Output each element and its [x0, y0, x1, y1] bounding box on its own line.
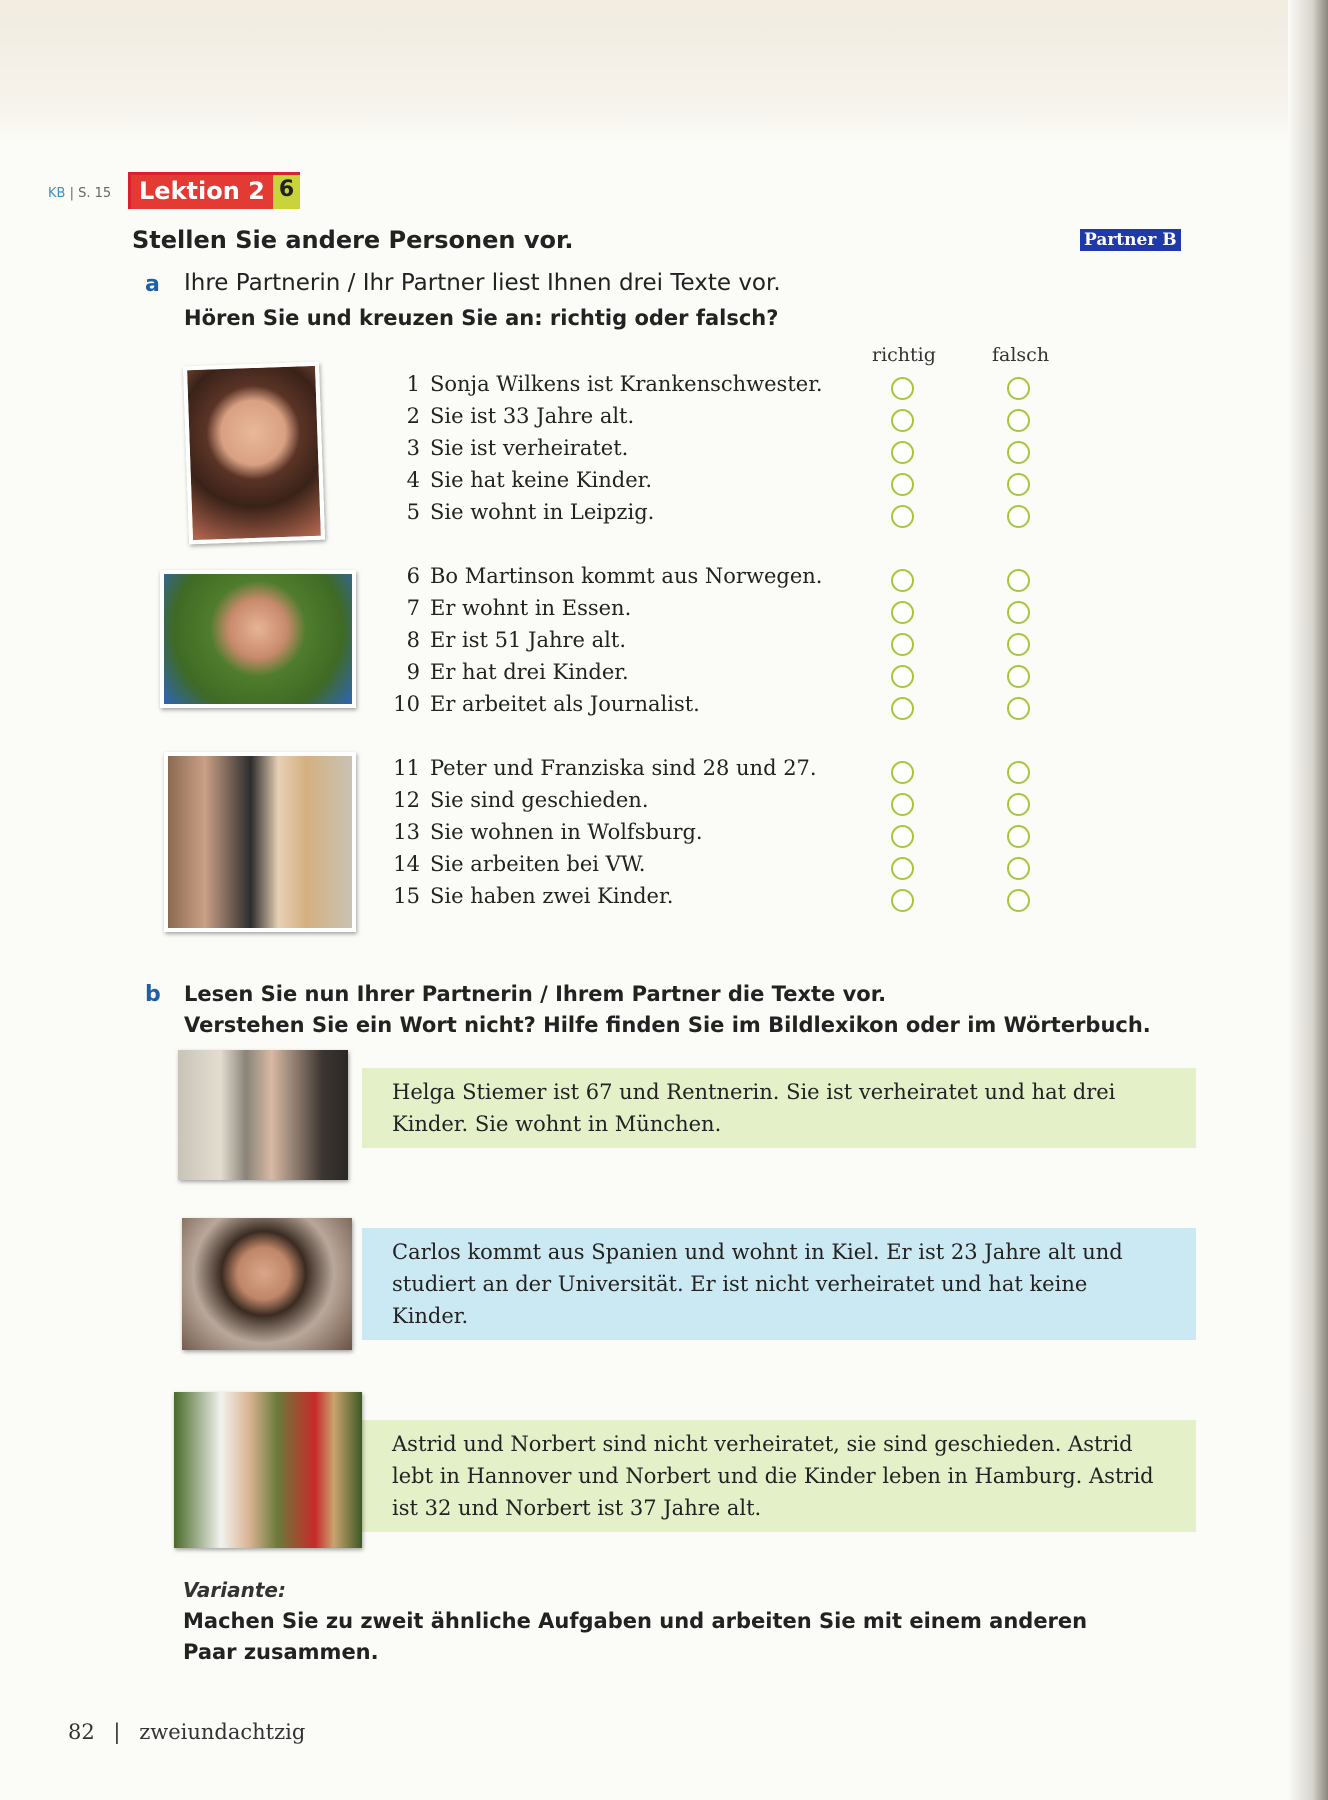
list-item — [392, 756, 817, 780]
footer-separator: | — [113, 1720, 121, 1744]
item-text: Sie wohnen in Wolfsburg. — [430, 820, 703, 844]
radio-richtig-14[interactable] — [891, 857, 914, 880]
column-header-richtig: richtig — [872, 344, 936, 366]
partner-badge: Partner B — [1080, 229, 1181, 251]
section-b-line1: Lesen Sie nun Ihrer Partnerin / Ihrem Partner die Texte vor. — [184, 982, 887, 1006]
list-item — [392, 500, 654, 524]
radio-falsch-8[interactable] — [1007, 633, 1030, 656]
item-number: 14 — [393, 852, 420, 876]
radio-falsch-7[interactable] — [1007, 601, 1030, 624]
page-top-shading — [0, 0, 1328, 140]
radio-richtig-2[interactable] — [891, 409, 914, 432]
text-astrid-norbert: Astrid und Norbert sind nicht verheiratet, sie sind geschieden. Astrid lebt in Hannover und Norbert und die Kinder leben in Hamburg. Astrid ist 32 und Norbert ist 37 Jahre alt. — [362, 1420, 1196, 1532]
item-text: Sie arbeiten bei VW. — [430, 852, 646, 876]
list-item — [392, 564, 822, 588]
item-number: 2 — [406, 404, 420, 428]
radio-richtig-15[interactable] — [891, 889, 914, 912]
item-number: 10 — [393, 692, 420, 716]
item-number: 1 — [406, 372, 420, 396]
item-text: Er arbeitet als Journalist. — [430, 692, 700, 716]
item-text: Er wohnt in Essen. — [430, 596, 632, 620]
item-number: 12 — [393, 788, 420, 812]
exercise-title: Stellen Sie andere Personen vor. — [132, 226, 574, 254]
list-item — [392, 692, 700, 716]
item-text: Sie haben zwei Kinder. — [430, 884, 674, 908]
variante-label: Variante: — [183, 1578, 286, 1602]
photo-peter-franziska — [164, 752, 356, 932]
radio-richtig-13[interactable] — [891, 825, 914, 848]
photo-carlos — [182, 1218, 352, 1350]
radio-richtig-8[interactable] — [891, 633, 914, 656]
list-item — [392, 628, 626, 652]
radio-falsch-14[interactable] — [1007, 857, 1030, 880]
list-item — [392, 596, 631, 620]
radio-richtig-11[interactable] — [891, 761, 914, 784]
variante-text: Machen Sie zu zweit ähnliche Aufgaben und arbeiten Sie mit einem anderen Paar zusammen. — [183, 1609, 1088, 1664]
photo-bo-martinson — [160, 570, 356, 708]
item-text: Sie ist 33 Jahre alt. — [430, 404, 635, 428]
radio-falsch-5[interactable] — [1007, 505, 1030, 528]
item-number: 7 — [406, 596, 420, 620]
section-b-letter: b — [145, 982, 161, 1007]
item-number: 15 — [393, 884, 420, 908]
section-a-line1: Ihre Partnerin / Ihr Partner liest Ihnen drei Texte vor. — [184, 270, 781, 296]
section-a-line2: Hören Sie und kreuzen Sie an: richtig oder falsch? — [184, 306, 779, 330]
radio-falsch-3[interactable] — [1007, 441, 1030, 464]
radio-falsch-1[interactable] — [1007, 377, 1030, 400]
column-header-falsch: falsch — [992, 344, 1050, 366]
list-item — [392, 884, 673, 908]
radio-falsch-12[interactable] — [1007, 793, 1030, 816]
item-text: Er hat drei Kinder. — [430, 660, 629, 684]
radio-richtig-4[interactable] — [891, 473, 914, 496]
item-number: 3 — [406, 436, 420, 460]
kb-page-ref: | S. 15 — [69, 186, 112, 201]
kb-reference — [48, 186, 111, 201]
photo-sonja-wilkens — [183, 362, 325, 545]
item-text: Sie hat keine Kinder. — [430, 468, 653, 492]
radio-falsch-6[interactable] — [1007, 569, 1030, 592]
item-text: Sie sind geschieden. — [430, 788, 649, 812]
item-text: Peter und Franziska sind 28 und 27. — [430, 756, 817, 780]
item-text: Sie ist verheiratet. — [430, 436, 629, 460]
radio-falsch-9[interactable] — [1007, 665, 1030, 688]
radio-richtig-5[interactable] — [891, 505, 914, 528]
item-text: Er ist 51 Jahre alt. — [430, 628, 627, 652]
radio-falsch-4[interactable] — [1007, 473, 1030, 496]
item-number: 5 — [406, 500, 420, 524]
list-item — [392, 372, 823, 396]
radio-falsch-11[interactable] — [1007, 761, 1030, 784]
item-number: 13 — [393, 820, 420, 844]
lektion-title: Lektion 2 — [131, 175, 273, 209]
radio-richtig-10[interactable] — [891, 697, 914, 720]
radio-richtig-9[interactable] — [891, 665, 914, 688]
radio-falsch-10[interactable] — [1007, 697, 1030, 720]
list-item — [392, 468, 652, 492]
item-text: Bo Martinson kommt aus Norwegen. — [430, 564, 823, 588]
page-right-edge — [1288, 0, 1328, 1800]
radio-richtig-12[interactable] — [891, 793, 914, 816]
lektion-number: 6 — [273, 175, 300, 209]
photo-helga-stiemer — [178, 1050, 348, 1180]
page-number-word: zweiundachtzig — [139, 1720, 306, 1744]
photo-astrid-norbert — [174, 1392, 362, 1548]
item-number: 8 — [406, 628, 420, 652]
radio-richtig-3[interactable] — [891, 441, 914, 464]
text-helga-stiemer: Helga Stiemer ist 67 und Rentnerin. Sie ist verheiratet und hat drei Kinder. Sie wohnt in München. — [362, 1068, 1196, 1148]
radio-richtig-7[interactable] — [891, 601, 914, 624]
item-number: 4 — [406, 468, 420, 492]
lektion-label — [128, 172, 300, 209]
radio-falsch-15[interactable] — [1007, 889, 1030, 912]
list-item — [392, 788, 649, 812]
item-text: Sie wohnt in Leipzig. — [430, 500, 655, 524]
radio-richtig-6[interactable] — [891, 569, 914, 592]
item-number: 9 — [406, 660, 420, 684]
list-item — [392, 404, 634, 428]
item-text: Sonja Wilkens ist Krankenschwester. — [430, 372, 823, 396]
item-number: 6 — [406, 564, 420, 588]
list-item — [392, 852, 645, 876]
page-footer — [68, 1720, 305, 1744]
item-number: 11 — [393, 756, 420, 780]
list-item — [392, 660, 629, 684]
radio-falsch-2[interactable] — [1007, 409, 1030, 432]
text-carlos: Carlos kommt aus Spanien und wohnt in Kiel. Er ist 23 Jahre alt und studiert an der Universität. Er ist nicht verheiratet und hat keine Kinder. — [362, 1228, 1196, 1340]
radio-falsch-13[interactable] — [1007, 825, 1030, 848]
kb-prefix: KB — [48, 186, 66, 201]
list-item — [392, 820, 703, 844]
section-b-line2: Verstehen Sie ein Wort nicht? Hilfe finden Sie im Bildlexikon oder im Wörterbuch. — [184, 1013, 1151, 1037]
section-a-letter: a — [145, 272, 160, 297]
page-number: 82 — [68, 1720, 95, 1744]
radio-richtig-1[interactable] — [891, 377, 914, 400]
list-item — [392, 436, 628, 460]
